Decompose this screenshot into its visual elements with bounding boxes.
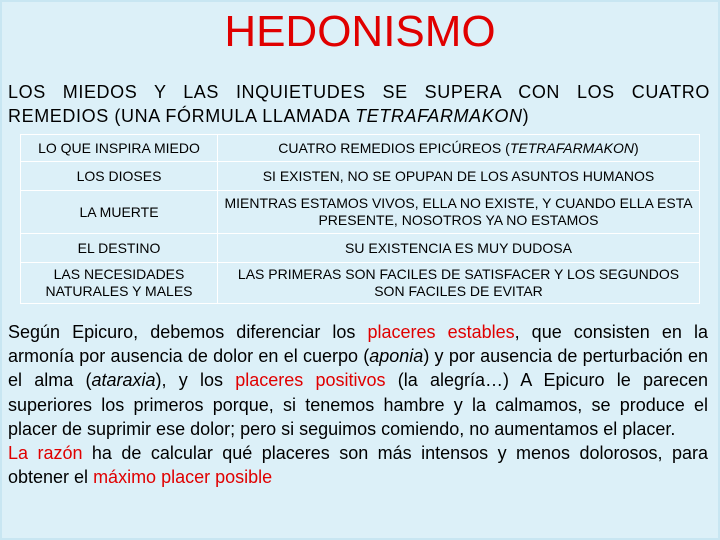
remedy-cell: MIENTRAS ESTAMOS VIVOS, ELLA NO EXISTE, Y CUANDO ELLA ESTA PRESENTE, NOSOTROS YA NO ESTAMOS — [218, 191, 700, 234]
remedies-table — [20, 134, 700, 304]
term-aponia: aponia — [369, 346, 424, 367]
intro-italic-term: TETRAFARMAKON — [355, 106, 523, 126]
highlight-reason: La razón — [8, 443, 83, 464]
text-run: , que consisten en la armonía por ausencia de dolor en el cuerpo ( — [8, 322, 708, 367]
table-row — [21, 234, 700, 263]
highlight-stable-pleasures: placeres estables — [367, 322, 515, 342]
remedy-cell: SI EXISTEN, NO SE OPUPAN DE LOS ASUNTOS HUMANOS — [218, 162, 700, 191]
fear-cell: LA MUERTE — [21, 191, 218, 234]
fear-cell: LOS DIOSES — [21, 162, 218, 191]
intro-text-part: LOS MIEDOS Y LAS INQUIETUDES SE SUPERA CON LOS CUATRO REMEDIOS (UNA FÓRMULA LLAMADA — [8, 82, 710, 126]
remedy-cell: LAS PRIMERAS SON FACILES DE SATISFACER Y LOS SEGUNDOS SON FACILES DE EVITAR — [218, 263, 700, 304]
table-row — [21, 191, 700, 234]
term-ataraxia: ataraxia — [91, 370, 156, 391]
text-run: ) y por ausencia de perturbación en el alma ( — [8, 346, 709, 391]
paragraph-pleasures — [8, 320, 708, 441]
fear-cell: LAS NECESIDADES NATURALES Y MALES — [21, 263, 218, 304]
header-remedy-part: ) — [634, 139, 639, 156]
header-remedy-part: CUATRO REMEDIOS EPICÚREOS ( — [278, 139, 510, 156]
header-remedy — [218, 135, 700, 162]
highlight-positive-pleasures: placeres positivos — [235, 370, 386, 391]
intro-text-part: ) — [522, 106, 530, 126]
fear-cell: EL DESTINO — [21, 234, 218, 263]
text-run: ha de calcular qué placeres son más intensos y menos dolorosos, para obtener el — [8, 443, 708, 488]
body-text — [8, 320, 708, 489]
table-row — [21, 263, 700, 304]
slide-title: HEDONISMO — [224, 7, 496, 56]
table-row — [21, 162, 700, 191]
text-run: (la alegría…) A Epicuro le parecen superiores los primeros porque, si tenemos hambre y la calmamos, se produce el placer de suprimir ese dolor; pero si seguimos comiendo, no aumentamos el placer. — [8, 370, 708, 439]
highlight-max-pleasure: máximo placer posible — [93, 467, 273, 488]
paragraph-reason — [8, 441, 708, 489]
intro-text — [8, 80, 710, 128]
text-run: ), y los — [155, 370, 236, 391]
remedy-cell: SU EXISTENCIA ES MUY DUDOSA — [218, 234, 700, 263]
header-fear: LO QUE INSPIRA MIEDO — [21, 135, 218, 162]
table-header-row — [21, 135, 700, 162]
text-run: Según Epicuro, debemos diferenciar los — [8, 322, 368, 342]
header-remedy-italic: TETRAFARMAKON — [509, 139, 635, 156]
